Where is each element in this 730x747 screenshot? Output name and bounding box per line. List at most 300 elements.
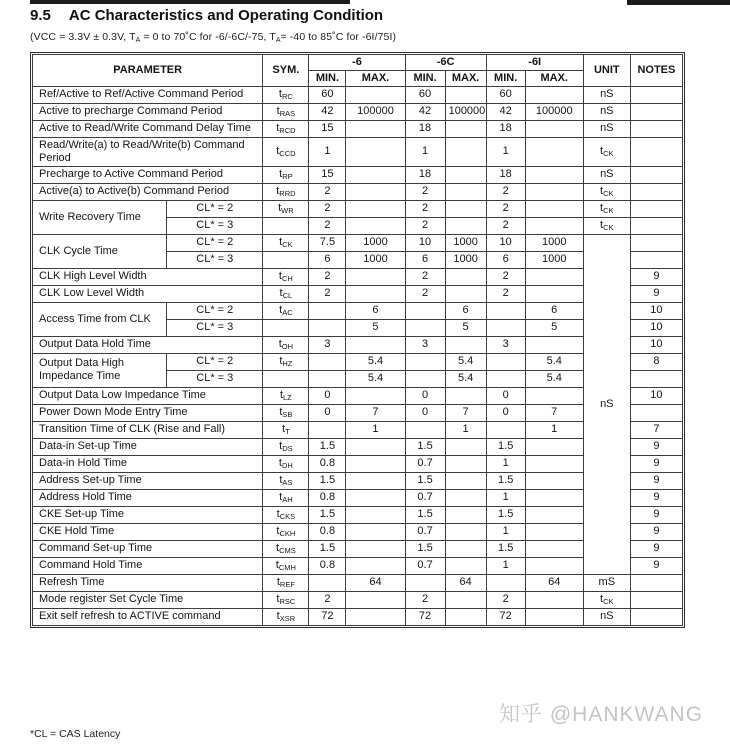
sym-cell: $t_{RC}$ — [263, 86, 309, 103]
value-cell: 0.8 — [309, 489, 346, 506]
param-cell: Read/Write(a) to Read/Write(b) Command Period — [33, 137, 263, 166]
value-cell: 5 — [346, 319, 405, 336]
cas-latency-cell: CL* = 3 — [167, 217, 263, 234]
value-cell — [346, 285, 405, 302]
value-cell: 18 — [486, 166, 525, 183]
value-cell: 7.5 — [309, 234, 346, 251]
value-cell — [346, 557, 405, 574]
value-cell — [525, 86, 583, 103]
param-cell: Output Data Hold Time — [33, 336, 263, 353]
value-cell: 1.5 — [309, 472, 346, 489]
param-cell: CLK Cycle Time — [33, 234, 167, 268]
sym-cell: $t_{RSC}$ — [263, 591, 309, 608]
value-cell: 15 — [309, 120, 346, 137]
value-cell: 5.4 — [525, 353, 583, 370]
value-cell — [309, 353, 346, 370]
value-cell — [445, 183, 486, 200]
value-cell — [525, 455, 583, 472]
sym-cell: $t_{CMH}$ — [263, 557, 309, 574]
sym-cell: $t_{WR}$ — [263, 200, 309, 217]
value-cell — [445, 489, 486, 506]
value-cell: 5.4 — [346, 370, 405, 387]
value-cell — [486, 353, 525, 370]
page-title: AC Characteristics and Operating Condition — [68, 7, 384, 24]
value-cell: 10 — [486, 234, 525, 251]
value-cell: 2 — [486, 591, 525, 608]
header-min-6i: MIN. — [486, 70, 525, 86]
table-row — [33, 137, 683, 166]
sym-cell: $t_{DS}$ — [263, 438, 309, 455]
value-cell: 100000 — [346, 103, 405, 120]
cas-latency-cell: CL* = 2 — [167, 234, 263, 251]
sym-cell — [263, 251, 309, 268]
value-cell: 6 — [445, 302, 486, 319]
value-cell: 1000 — [445, 234, 486, 251]
value-cell — [525, 217, 583, 234]
value-cell: 60 — [486, 86, 525, 103]
sym-cell — [263, 319, 309, 336]
notes-cell: 10 — [630, 336, 682, 353]
value-cell: 64 — [525, 574, 583, 591]
notes-cell: 8 — [630, 353, 682, 370]
sym-cell — [263, 217, 309, 234]
value-cell: 72 — [486, 608, 525, 625]
notes-cell: 10 — [630, 319, 682, 336]
value-cell: 2 — [405, 183, 445, 200]
header-min-6: MIN. — [309, 70, 346, 86]
value-cell — [445, 268, 486, 285]
table-row — [33, 591, 683, 608]
value-cell: 3 — [309, 336, 346, 353]
value-cell: 5.4 — [346, 353, 405, 370]
value-cell — [309, 421, 346, 438]
value-cell — [346, 506, 405, 523]
value-cell: 0 — [309, 387, 346, 404]
value-cell — [445, 557, 486, 574]
param-cell: CLK High Level Width — [33, 268, 263, 285]
sym-cell: $t_{SB}$ — [263, 404, 309, 421]
param-cell: Output Data Low Impedance Time — [33, 387, 263, 404]
value-cell — [445, 166, 486, 183]
value-cell — [309, 370, 346, 387]
value-cell — [346, 438, 405, 455]
value-cell — [445, 540, 486, 557]
value-cell: 1.5 — [309, 540, 346, 557]
value-cell: 1 — [405, 137, 445, 166]
notes-cell — [630, 608, 682, 625]
value-cell — [525, 506, 583, 523]
value-cell: 1000 — [445, 251, 486, 268]
value-cell: 18 — [405, 166, 445, 183]
value-cell: 2 — [309, 285, 346, 302]
sym-cell: $t_{CKH}$ — [263, 523, 309, 540]
value-cell: 1000 — [525, 251, 583, 268]
section-number: 9.5 — [30, 7, 51, 24]
sym-cell: $t_{AH}$ — [263, 489, 309, 506]
value-cell — [405, 574, 445, 591]
value-cell — [525, 523, 583, 540]
sym-cell: $t_{RP}$ — [263, 166, 309, 183]
value-cell — [346, 86, 405, 103]
unit-cell: mS — [583, 574, 630, 591]
value-cell — [346, 455, 405, 472]
value-cell: 1 — [486, 137, 525, 166]
value-cell — [486, 302, 525, 319]
value-cell: 1.5 — [405, 472, 445, 489]
value-cell — [486, 370, 525, 387]
value-cell — [405, 302, 445, 319]
value-cell: 2 — [486, 183, 525, 200]
value-cell: 2 — [405, 268, 445, 285]
value-cell: 60 — [309, 86, 346, 103]
value-cell: 1000 — [346, 251, 405, 268]
value-cell — [525, 120, 583, 137]
sym-cell: $t_{CCD}$ — [263, 137, 309, 166]
notes-cell: 7 — [630, 421, 682, 438]
notes-cell — [630, 404, 682, 421]
param-cell: Power Down Mode Entry Time — [33, 404, 263, 421]
value-cell: 0 — [486, 387, 525, 404]
param-cell: CKE Set-up Time — [33, 506, 263, 523]
value-cell: 18 — [405, 120, 445, 137]
value-cell — [346, 268, 405, 285]
header-parameter: PARAMETER — [33, 55, 263, 87]
value-cell — [346, 540, 405, 557]
notes-cell — [630, 200, 682, 217]
value-cell — [525, 137, 583, 166]
param-cell: Address Set-up Time — [33, 472, 263, 489]
notes-cell — [630, 137, 682, 166]
param-cell: Transition Time of CLK (Rise and Fall) — [33, 421, 263, 438]
value-cell: 1000 — [346, 234, 405, 251]
value-cell — [445, 591, 486, 608]
unit-cell: $t_{CK}$ — [583, 217, 630, 234]
notes-cell: 9 — [630, 438, 682, 455]
value-cell: 1.5 — [405, 438, 445, 455]
sym-cell: $t_{LZ}$ — [263, 387, 309, 404]
sym-cell: $t_{DH}$ — [263, 455, 309, 472]
value-cell — [525, 438, 583, 455]
value-cell — [525, 591, 583, 608]
param-cell: Output Data High Impedance Time — [33, 353, 167, 387]
value-cell: 1 — [486, 557, 525, 574]
table-row — [33, 574, 683, 591]
value-cell — [525, 183, 583, 200]
header-unit: UNIT — [583, 55, 630, 87]
sym-cell: $t_{XSR}$ — [263, 608, 309, 625]
value-cell: 0.8 — [309, 523, 346, 540]
param-cell: Command Hold Time — [33, 557, 263, 574]
value-cell: 0 — [309, 404, 346, 421]
table-row — [33, 166, 683, 183]
value-cell — [445, 200, 486, 217]
value-cell: 1 — [525, 421, 583, 438]
value-cell: 0.8 — [309, 455, 346, 472]
value-cell: 1.5 — [486, 506, 525, 523]
value-cell — [525, 540, 583, 557]
value-cell: 2 — [309, 217, 346, 234]
ac-table-body — [33, 86, 683, 625]
value-cell: 0 — [405, 387, 445, 404]
value-cell — [346, 608, 405, 625]
notes-cell: 9 — [630, 557, 682, 574]
value-cell: 1000 — [525, 234, 583, 251]
value-cell — [309, 319, 346, 336]
table-row — [33, 103, 683, 120]
value-cell — [525, 268, 583, 285]
value-cell — [445, 455, 486, 472]
notes-cell — [630, 217, 682, 234]
notes-cell — [630, 370, 682, 387]
value-cell: 5.4 — [445, 370, 486, 387]
value-cell: 1 — [486, 489, 525, 506]
value-cell: 5.4 — [525, 370, 583, 387]
param-cell: Access Time from CLK — [33, 302, 167, 336]
value-cell: 0.7 — [405, 523, 445, 540]
value-cell: 5 — [445, 319, 486, 336]
notes-cell: 10 — [630, 387, 682, 404]
header-notes: NOTES — [630, 55, 682, 87]
watermark: 知乎 @HANKWANG — [499, 703, 704, 726]
param-cell: Active(a) to Active(b) Command Period — [33, 183, 263, 200]
notes-cell: 9 — [630, 506, 682, 523]
table-row — [33, 200, 683, 217]
value-cell — [525, 336, 583, 353]
value-cell: 2 — [486, 285, 525, 302]
table-row — [33, 234, 683, 251]
value-cell: 2 — [309, 268, 346, 285]
value-cell — [346, 472, 405, 489]
value-cell — [445, 387, 486, 404]
param-cell: Precharge to Active Command Period — [33, 166, 263, 183]
header-max-6i: MAX. — [525, 70, 583, 86]
value-cell: 2 — [486, 268, 525, 285]
param-cell: Mode register Set Cycle Time — [33, 591, 263, 608]
value-cell: 64 — [445, 574, 486, 591]
table-header — [33, 55, 683, 87]
sym-cell: $t_{CH}$ — [263, 268, 309, 285]
value-cell: 2 — [405, 200, 445, 217]
header-max-6c: MAX. — [445, 70, 486, 86]
header-group-6: -6 — [309, 55, 405, 71]
value-cell — [346, 523, 405, 540]
value-cell: 1.5 — [486, 472, 525, 489]
notes-cell: 10 — [630, 302, 682, 319]
cas-latency-cell: CL* = 2 — [167, 302, 263, 319]
value-cell: 1.5 — [309, 506, 346, 523]
table-row — [33, 608, 683, 625]
value-cell: 1.5 — [405, 506, 445, 523]
value-cell — [346, 120, 405, 137]
value-cell — [445, 86, 486, 103]
sym-cell: $t_{AC}$ — [263, 302, 309, 319]
cas-latency-cell: CL* = 3 — [167, 319, 263, 336]
cas-latency-cell: CL* = 2 — [167, 200, 263, 217]
cas-latency-cell: CL* = 3 — [167, 370, 263, 387]
value-cell: 1 — [445, 421, 486, 438]
unit-cell: $t_{CK}$ — [583, 200, 630, 217]
value-cell: 2 — [405, 285, 445, 302]
value-cell: 2 — [309, 591, 346, 608]
section-title — [30, 7, 383, 24]
value-cell: 42 — [405, 103, 445, 120]
table-row — [33, 86, 683, 103]
param-cell: Command Set-up Time — [33, 540, 263, 557]
value-cell — [445, 506, 486, 523]
value-cell: 6 — [346, 302, 405, 319]
value-cell — [525, 387, 583, 404]
page-crop-artifact-right — [627, 0, 730, 5]
value-cell: 2 — [309, 200, 346, 217]
value-cell: 1.5 — [486, 438, 525, 455]
value-cell: 2 — [486, 200, 525, 217]
value-cell: 5.4 — [445, 353, 486, 370]
value-cell — [486, 421, 525, 438]
notes-cell: 9 — [630, 285, 682, 302]
notes-cell — [630, 591, 682, 608]
value-cell: 15 — [309, 166, 346, 183]
value-cell — [445, 336, 486, 353]
value-cell: 3 — [405, 336, 445, 353]
value-cell: 0 — [486, 404, 525, 421]
operating-conditions-note: (VCC = 3.3V ± 0.3V, $T_A = 0$ to 70˚C for -6/-6C/-75, $T_A= -40$ to 85˚C for -6I/75I) — [30, 31, 397, 44]
value-cell: 6 — [309, 251, 346, 268]
value-cell: 2 — [405, 591, 445, 608]
unit-cell: nS — [583, 608, 630, 625]
value-cell: 60 — [405, 86, 445, 103]
value-cell — [309, 302, 346, 319]
value-cell — [346, 166, 405, 183]
value-cell — [445, 137, 486, 166]
value-cell: 2 — [309, 183, 346, 200]
value-cell — [525, 166, 583, 183]
value-cell: 6 — [405, 251, 445, 268]
param-cell: Active to Read/Write Command Delay Time — [33, 120, 263, 137]
ac-characteristics-table — [30, 52, 685, 628]
sym-cell: $t_{RAS}$ — [263, 103, 309, 120]
unit-cell: $t_{CK}$ — [583, 183, 630, 200]
value-cell: 7 — [445, 404, 486, 421]
sym-cell: $t_{CMS}$ — [263, 540, 309, 557]
value-cell — [346, 336, 405, 353]
value-cell — [525, 285, 583, 302]
value-cell: 1.5 — [405, 540, 445, 557]
value-cell: 10 — [405, 234, 445, 251]
param-cell: Data-in Hold Time — [33, 455, 263, 472]
notes-cell — [630, 120, 682, 137]
value-cell — [445, 438, 486, 455]
value-cell: 42 — [486, 103, 525, 120]
value-cell — [525, 200, 583, 217]
header-max-6: MAX. — [346, 70, 405, 86]
notes-cell — [630, 574, 682, 591]
unit-cell: nS — [583, 103, 630, 120]
value-cell: 5 — [525, 319, 583, 336]
notes-cell: 9 — [630, 523, 682, 540]
value-cell: 2 — [486, 217, 525, 234]
value-cell — [346, 137, 405, 166]
value-cell — [309, 574, 346, 591]
sym-cell: $t_{AS}$ — [263, 472, 309, 489]
value-cell: 7 — [525, 404, 583, 421]
notes-cell: 9 — [630, 268, 682, 285]
value-cell: 2 — [405, 217, 445, 234]
value-cell — [445, 285, 486, 302]
param-cell: Ref/Active to Ref/Active Command Period — [33, 86, 263, 103]
notes-cell: 9 — [630, 540, 682, 557]
notes-cell — [630, 251, 682, 268]
header-min-6c: MIN. — [405, 70, 445, 86]
value-cell: 0 — [405, 404, 445, 421]
notes-cell — [630, 166, 682, 183]
sym-cell — [263, 370, 309, 387]
param-cell: Data-in Set-up Time — [33, 438, 263, 455]
unit-cell: $t_{CK}$ — [583, 591, 630, 608]
notes-cell — [630, 183, 682, 200]
value-cell — [346, 591, 405, 608]
unit-cell: nS — [583, 86, 630, 103]
value-cell — [346, 183, 405, 200]
param-cell: Exit self refresh to ACTIVE command — [33, 608, 263, 625]
notes-cell — [630, 103, 682, 120]
notes-cell: 9 — [630, 472, 682, 489]
value-cell: 64 — [346, 574, 405, 591]
value-cell — [346, 387, 405, 404]
unit-cell: nS — [583, 166, 630, 183]
value-cell: 1 — [486, 455, 525, 472]
value-cell: 3 — [486, 336, 525, 353]
value-cell: 6 — [525, 302, 583, 319]
value-cell: 1 — [309, 137, 346, 166]
value-cell — [525, 489, 583, 506]
value-cell — [486, 574, 525, 591]
value-cell: 1 — [346, 421, 405, 438]
value-cell: 7 — [346, 404, 405, 421]
sym-cell: $t_{HZ}$ — [263, 353, 309, 370]
value-cell — [525, 608, 583, 625]
value-cell — [445, 523, 486, 540]
value-cell — [405, 353, 445, 370]
unit-cell: nS — [583, 234, 630, 574]
value-cell: 0.7 — [405, 489, 445, 506]
notes-cell: 9 — [630, 455, 682, 472]
notes-cell: 9 — [630, 489, 682, 506]
value-cell — [405, 370, 445, 387]
value-cell — [525, 472, 583, 489]
value-cell — [445, 472, 486, 489]
sym-cell: $t_{RCD}$ — [263, 120, 309, 137]
page-crop-artifact-left — [30, 0, 350, 4]
sym-cell: $t_{CL}$ — [263, 285, 309, 302]
value-cell: 100000 — [525, 103, 583, 120]
value-cell: 42 — [309, 103, 346, 120]
value-cell: 1.5 — [486, 540, 525, 557]
header-group-6i: -6I — [486, 55, 583, 71]
sym-cell: $t_{CKS}$ — [263, 506, 309, 523]
sym-cell: $t_T$ — [263, 421, 309, 438]
unit-cell: $t_{CK}$ — [583, 137, 630, 166]
sym-cell: $t_{OH}$ — [263, 336, 309, 353]
value-cell: 72 — [405, 608, 445, 625]
cl-footnote: *CL = CAS Latency — [30, 728, 121, 740]
sym-cell: $t_{RRD}$ — [263, 183, 309, 200]
value-cell: 1 — [486, 523, 525, 540]
sym-cell: $t_{CK}$ — [263, 234, 309, 251]
unit-cell: nS — [583, 120, 630, 137]
value-cell: 100000 — [445, 103, 486, 120]
table-row — [33, 120, 683, 137]
header-group-6c: -6C — [405, 55, 486, 71]
